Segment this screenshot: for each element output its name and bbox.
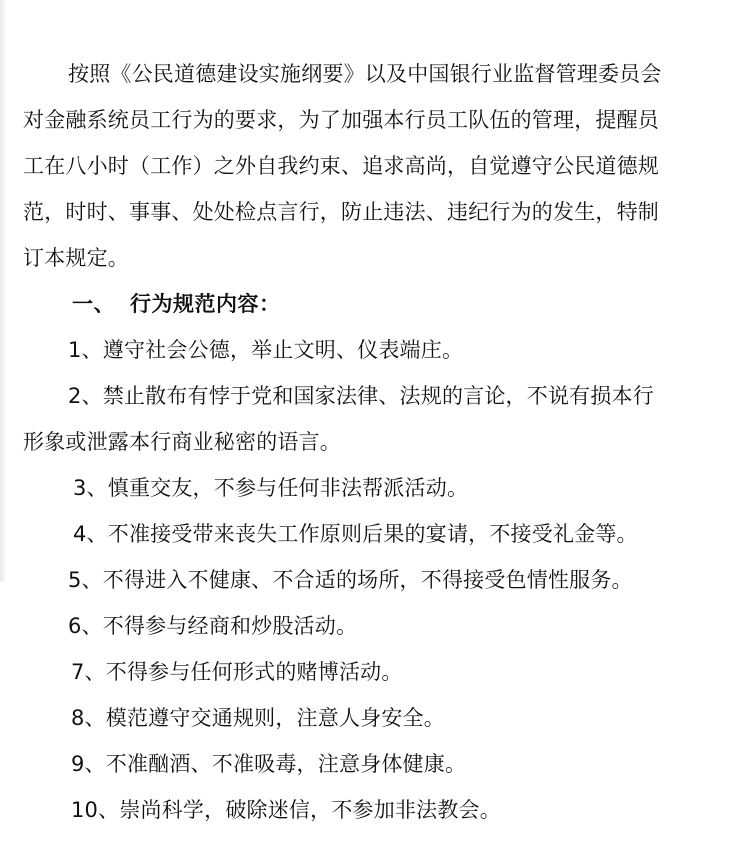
rule-3: 3、慎重交友，不参与任何非法帮派活动。 (73, 476, 469, 500)
rule-2: 2、禁止散布有悖于党和国家法律、法规的言论，不说有损本行 (68, 384, 654, 408)
rule-7: 7、不得参与任何形式的赌博活动。 (71, 660, 403, 684)
rule-8: 8、模范遵守交通规则，注意人身安全。 (71, 706, 445, 730)
section-heading (72, 291, 281, 317)
intro-line-5: 订本规定。 (23, 246, 129, 270)
rule-4: 4、不准接受带来丧失工作原则后果的宴请，不接受礼金等。 (73, 522, 638, 546)
rule-10: 10、崇尚科学，破除迷信，不参加非法教会。 (71, 798, 501, 822)
intro-line-3: 工在八小时（工作）之外自我约束、追求高尚，自觉遵守公民道德规 (23, 154, 659, 178)
rule-9: 9、不准酗酒、不准吸毒，注意身体健康。 (71, 752, 467, 776)
intro-line-2: 对金融系统员工行为的要求，为了加强本行员工队伍的管理，提醒员 (23, 108, 659, 132)
rule-2-continued: 形象或泄露本行商业秘密的语言。 (23, 430, 341, 454)
intro-line-4: 范，时时、事事、处处检点言行，防止违法、违纪行为的发生，特制 (23, 200, 659, 224)
intro-line-1: 按照《公民道德建设实施纲要》以及中国银行业监督管理委员会 (68, 62, 662, 86)
rule-1: 1、遵守社会公德，举止文明、仪表端庄。 (68, 338, 464, 362)
section-number: 一、 (72, 292, 115, 316)
rule-5: 5、不得进入不健康、不合适的场所，不得接受色情性服务。 (68, 568, 633, 592)
rule-6: 6、不得参与经商和炒股活动。 (68, 614, 358, 638)
section-title: 行为规范内容： (130, 292, 281, 316)
